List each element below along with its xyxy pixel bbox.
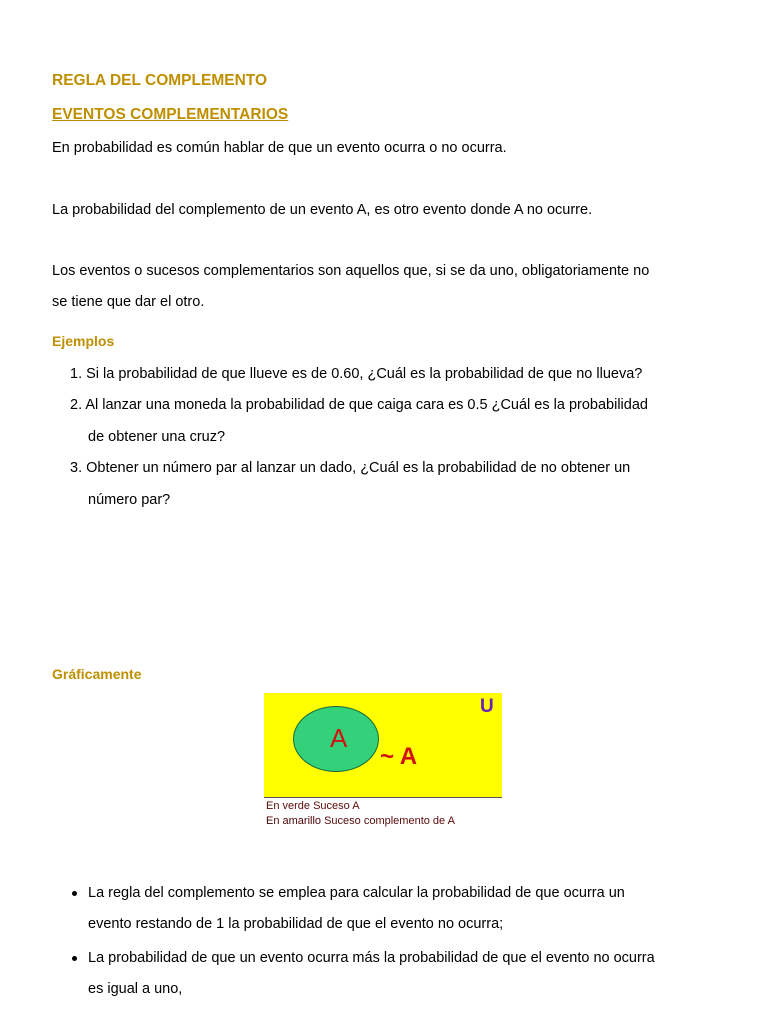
example-1-line-1 (70, 364, 642, 384)
example-text: Obtener un número par al lanzar un dado, ¿Cuál es la probabilidad de no obtener un (86, 460, 631, 476)
caption-rest: Suceso complemento de A (321, 815, 455, 827)
set-a-label: A (330, 723, 348, 753)
paragraph-2: La probabilidad del complemento de un evento A, es otro evento donde A no ocurre. (52, 202, 593, 218)
example-2-line-2: de obtener una cruz? (88, 429, 226, 445)
graphic-heading: Gráficamente (52, 666, 142, 682)
example-3-line-1 (70, 458, 630, 478)
caption-prefix: En amarillo (266, 815, 322, 827)
paragraph-3-line-1: Los eventos o sucesos complementarios son aquellos que, si se da uno, obligatoriamente no (52, 263, 650, 279)
example-number: 2. (70, 397, 83, 413)
example-number: 3. (70, 460, 83, 476)
page-title: REGLA DEL COMPLEMENTO (52, 72, 268, 89)
complement-label: ~ A (380, 743, 418, 770)
example-text: Al lanzar una moneda la probabilidad de que caiga cara es 0.5 ¿Cuál es la probabilidad (85, 397, 648, 413)
figure-caption-1: En verde Suceso A (266, 800, 360, 812)
complement-diagram (264, 693, 502, 798)
bullet-icon (72, 956, 77, 961)
example-text: Si la probabilidad de que llueve es de 0.60, ¿Cuál es la probabilidad de que no llueva? (86, 366, 643, 382)
bullet-1-line-2: evento restando de 1 la probabilidad de que el evento no ocurra; (88, 916, 504, 932)
bullet-2-line-2: es igual a uno, (88, 981, 183, 997)
examples-heading: Ejemplos (52, 333, 115, 349)
universe-label: U (480, 696, 494, 717)
example-number: 1. (70, 366, 83, 382)
bullet-icon (72, 891, 77, 896)
bullet-2-line-1: La probabilidad de que un evento ocurra más la probabilidad de que el evento no ocurra (88, 950, 655, 966)
bullet-1-line-1: La regla del complemento se emplea para calcular la probabilidad de que ocurra un (88, 885, 625, 901)
figure-caption-2 (266, 815, 455, 828)
example-3-line-2: número par? (88, 492, 171, 508)
paragraph-1: En probabilidad es común hablar de que un evento ocurra o no ocurra. (52, 140, 507, 156)
section-subtitle: EVENTOS COMPLEMENTARIOS (52, 106, 289, 123)
example-2-line-1 (70, 395, 648, 415)
paragraph-3-line-2: se tiene que dar el otro. (52, 294, 205, 310)
